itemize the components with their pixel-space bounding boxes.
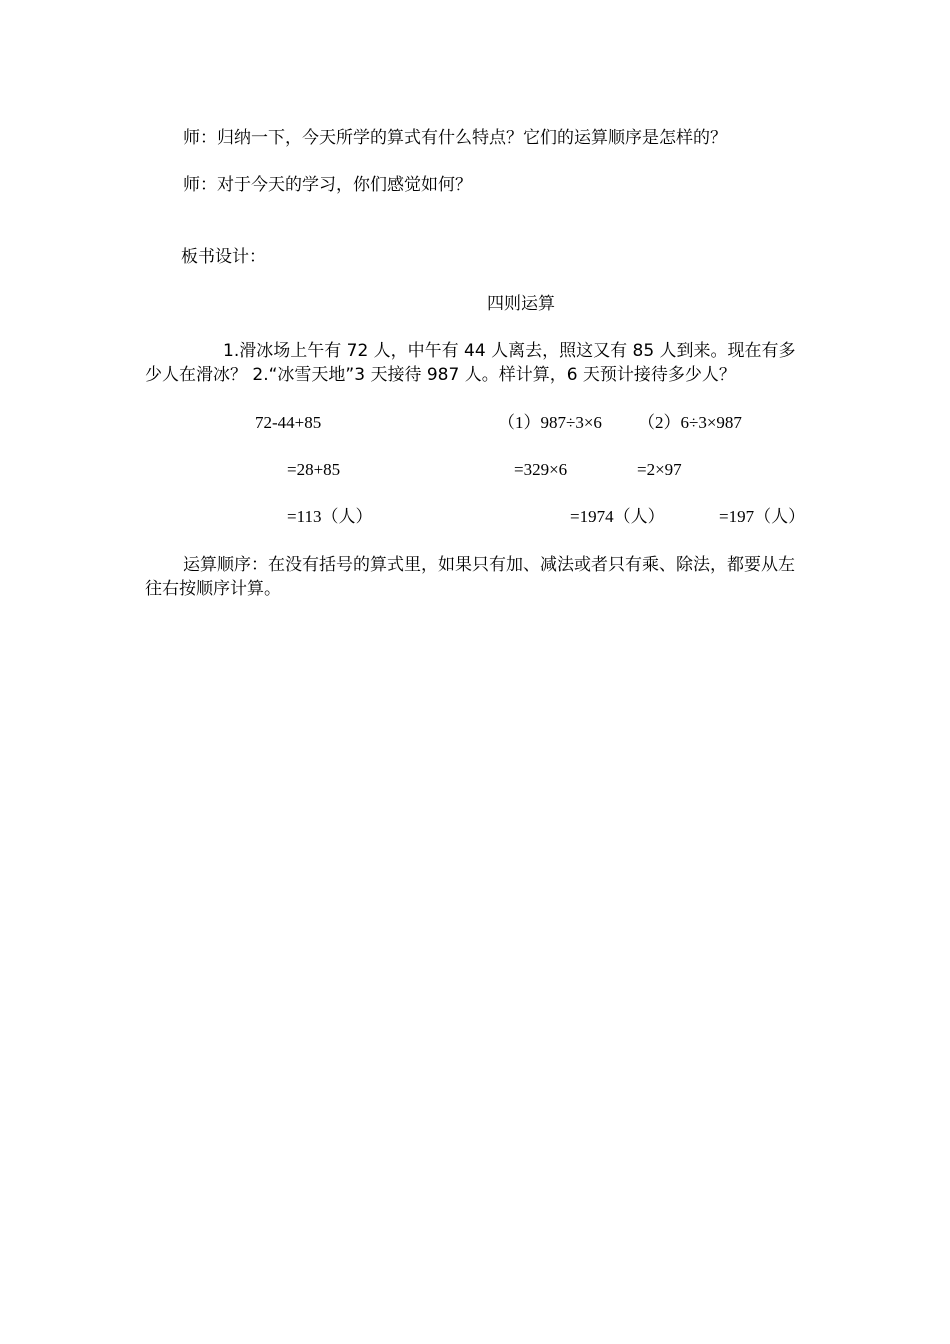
board-title: 四则运算 xyxy=(487,294,555,314)
calc3-expression: （2）6÷3×987 xyxy=(638,413,742,432)
calc2-result: =1974（人） xyxy=(570,507,665,526)
calc1-step1: =28+85 xyxy=(287,460,341,479)
calc1-result: =113（人） xyxy=(287,507,373,526)
calc1-expression: 72-44+85 xyxy=(255,413,322,432)
board-design-label: 板书设计： xyxy=(181,247,266,267)
operation-order-rule: 运算顺序：在没有括号的算式里，如果只有加、减法或者只有乘、除法，都要从左往右按顺序计算。 xyxy=(145,555,795,599)
calc3-step1: =2×97 xyxy=(637,460,682,479)
calc2-step1: =329×6 xyxy=(514,460,568,479)
word-problems-paragraph: 1.滑冰场上午有 72 人，中午有 44 人离去，照这又有 85 人到来。现在有多少人在滑冰？ 2.“冰雪天地”3 天接待 987 人。样计算，6 天预计接待多少人？ xyxy=(145,341,796,385)
calc3-result: =197（人） xyxy=(719,507,806,526)
teacher-question-summary: 师：归纳一下，今天所学的算式有什么特点？它们的运算顺序是怎样的？ xyxy=(183,128,727,148)
calc2-expression: （1）987÷3×6 xyxy=(498,413,602,432)
teacher-question-feeling: 师：对于今天的学习，你们感觉如何？ xyxy=(183,175,472,195)
